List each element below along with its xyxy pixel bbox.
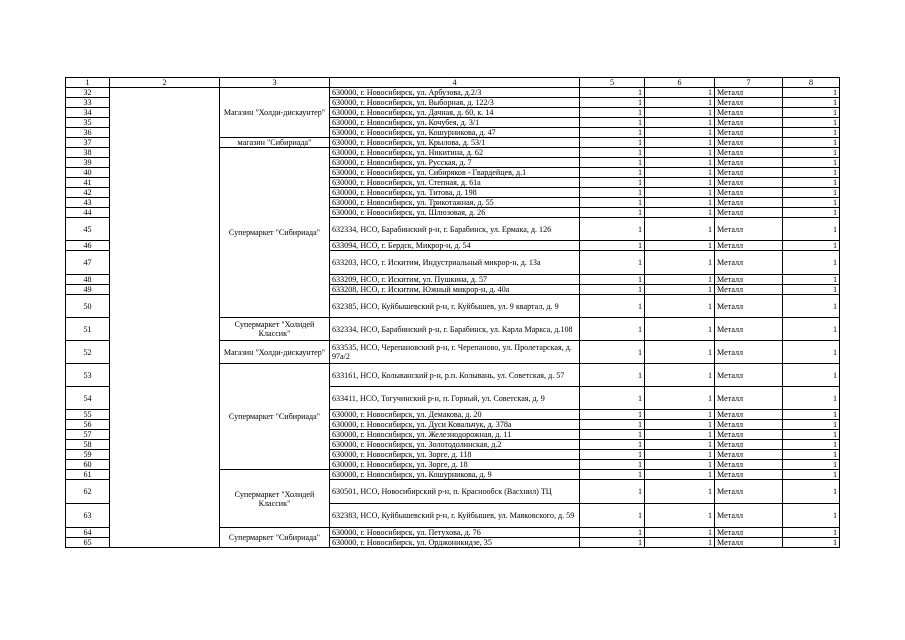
material-cell: Металл	[715, 470, 783, 480]
registry-table-body	[66, 78, 840, 548]
total-cell: 1	[783, 118, 840, 128]
count-cell: 1	[645, 528, 715, 538]
row-number: 42	[66, 188, 110, 198]
row-number: 44	[66, 208, 110, 218]
total-cell: 1	[783, 341, 840, 364]
count-cell: 1	[645, 285, 715, 295]
count-cell: 1	[645, 440, 715, 450]
material-cell: Металл	[715, 460, 783, 470]
address-cell: 632383, НСО, Куйбышевский р-н, г. Куйбышев, ул. Маяковского, д. 59	[330, 504, 580, 528]
material-cell: Металл	[715, 218, 783, 241]
address-cell: 630000, г. Новосибирск, ул. Русская, д. 7	[330, 158, 580, 168]
total-cell: 1	[783, 410, 840, 420]
total-cell: 1	[783, 158, 840, 168]
quantity-cell: 1	[580, 318, 645, 341]
row-number: 46	[66, 241, 110, 251]
total-cell: 1	[783, 450, 840, 460]
material-cell: Металл	[715, 128, 783, 138]
row-number: 52	[66, 341, 110, 364]
count-cell: 1	[645, 504, 715, 528]
count-cell: 1	[645, 128, 715, 138]
total-cell: 1	[783, 480, 840, 504]
material-cell: Металл	[715, 188, 783, 198]
material-cell: Металл	[715, 138, 783, 148]
address-cell: 633203, НСО, г. Искитим, Индустриальный микрор-н, д. 13а	[330, 251, 580, 275]
address-cell: 630000, г. Новосибирск, ул. Шлюзовая, д. 26	[330, 208, 580, 218]
material-cell: Металл	[715, 430, 783, 440]
address-cell: 632385, НСО, Куйбышевский р-н, г. Куйбышев, ул. 9 квартал, д. 9	[330, 295, 580, 318]
address-cell: 630000, г. Новосибирск, ул. Дачная, д. 60, к. 14	[330, 108, 580, 118]
total-cell: 1	[783, 538, 840, 548]
total-cell: 1	[783, 128, 840, 138]
row-number: 60	[66, 460, 110, 470]
total-cell: 1	[783, 504, 840, 528]
material-cell: Металл	[715, 364, 783, 387]
row-number: 63	[66, 504, 110, 528]
row-number: 64	[66, 528, 110, 538]
quantity-cell: 1	[580, 364, 645, 387]
address-cell: 630000, г. Новосибирск, ул. Сибиряков - Гвардейцев, д.1	[330, 168, 580, 178]
count-cell: 1	[645, 98, 715, 108]
row-number: 33	[66, 98, 110, 108]
total-cell: 1	[783, 275, 840, 285]
row-number: 47	[66, 251, 110, 275]
row-number: 48	[66, 275, 110, 285]
total-cell: 1	[783, 295, 840, 318]
count-cell: 1	[645, 460, 715, 470]
material-cell: Металл	[715, 318, 783, 341]
row-number: 40	[66, 168, 110, 178]
quantity-cell: 1	[580, 430, 645, 440]
material-cell: Металл	[715, 148, 783, 158]
header-row	[66, 78, 840, 88]
address-cell: 630000, г. Новосибирск, ул. Никитина, д. 62	[330, 148, 580, 158]
total-cell: 1	[783, 208, 840, 218]
quantity-cell: 1	[580, 218, 645, 241]
address-cell: 630000, г. Новосибирск, ул. Железнодорожная, д. 11	[330, 430, 580, 440]
address-cell: 630000, г. Новосибирск, ул. Дуси Ковальчук, д. 378а	[330, 420, 580, 430]
count-cell: 1	[645, 198, 715, 208]
quantity-cell: 1	[580, 118, 645, 128]
address-cell: 633209, НСО, г. Искитим, ул. Пушкина, д. 57	[330, 275, 580, 285]
row-number: 37	[66, 138, 110, 148]
total-cell: 1	[783, 168, 840, 178]
count-cell: 1	[645, 420, 715, 430]
row-number: 61	[66, 470, 110, 480]
count-cell: 1	[645, 295, 715, 318]
material-cell: Металл	[715, 88, 783, 98]
address-cell: 630000, г. Новосибирск, ул. Степная, д. 61а	[330, 178, 580, 188]
row-number: 32	[66, 88, 110, 98]
material-cell: Металл	[715, 341, 783, 364]
quantity-cell: 1	[580, 470, 645, 480]
material-cell: Металл	[715, 410, 783, 420]
quantity-cell: 1	[580, 440, 645, 450]
row-number: 38	[66, 148, 110, 158]
row-number: 65	[66, 538, 110, 548]
address-cell: 633208, НСО, г. Искитим, Южный микрор-н, д. 40а	[330, 285, 580, 295]
quantity-cell: 1	[580, 88, 645, 98]
quantity-cell: 1	[580, 285, 645, 295]
count-cell: 1	[645, 275, 715, 285]
count-cell: 1	[645, 450, 715, 460]
count-cell: 1	[645, 118, 715, 128]
total-cell: 1	[783, 218, 840, 241]
quantity-cell: 1	[580, 410, 645, 420]
quantity-cell: 1	[580, 460, 645, 470]
material-cell: Металл	[715, 98, 783, 108]
quantity-cell: 1	[580, 387, 645, 410]
quantity-cell: 1	[580, 198, 645, 208]
count-cell: 1	[645, 387, 715, 410]
total-cell: 1	[783, 285, 840, 295]
quantity-cell: 1	[580, 168, 645, 178]
header-cell-6: 6	[645, 78, 715, 88]
header-cell-8: 8	[783, 78, 840, 88]
address-cell: 630000, г. Новосибирск, ул. Трикотажная, д. 55	[330, 198, 580, 208]
quantity-cell: 1	[580, 208, 645, 218]
header-cell-3: 3	[220, 78, 330, 88]
count-cell: 1	[645, 318, 715, 341]
material-cell: Металл	[715, 387, 783, 410]
total-cell: 1	[783, 148, 840, 158]
column-2-cell	[110, 88, 220, 548]
count-cell: 1	[645, 341, 715, 364]
material-cell: Металл	[715, 504, 783, 528]
total-cell: 1	[783, 420, 840, 430]
count-cell: 1	[645, 251, 715, 275]
header-cell-4: 4	[330, 78, 580, 88]
material-cell: Металл	[715, 440, 783, 450]
row-number: 56	[66, 420, 110, 430]
total-cell: 1	[783, 188, 840, 198]
quantity-cell: 1	[580, 420, 645, 430]
row-number: 59	[66, 450, 110, 460]
material-cell: Металл	[715, 178, 783, 188]
material-cell: Металл	[715, 208, 783, 218]
quantity-cell: 1	[580, 341, 645, 364]
quantity-cell: 1	[580, 450, 645, 460]
quantity-cell: 1	[580, 251, 645, 275]
quantity-cell: 1	[580, 241, 645, 251]
quantity-cell: 1	[580, 504, 645, 528]
store-name: Супермаркет "Сибириада"	[220, 148, 330, 318]
count-cell: 1	[645, 470, 715, 480]
row-number: 50	[66, 295, 110, 318]
address-cell: 632334, НСО, Барабинский р-н, г. Барабинск, ул. Карла Маркса, д.108	[330, 318, 580, 341]
row-number: 58	[66, 440, 110, 450]
header-cell-5: 5	[580, 78, 645, 88]
row-number: 41	[66, 178, 110, 188]
address-cell: 630000, г. Новосибирск, ул. Крылова, д. 53/1	[330, 138, 580, 148]
count-cell: 1	[645, 480, 715, 504]
total-cell: 1	[783, 318, 840, 341]
registry-table	[65, 77, 840, 548]
address-cell: 632334, НСО, Барабинский р-н, г. Барабинск, ул. Ермака, д. 126	[330, 218, 580, 241]
row-number: 36	[66, 128, 110, 138]
material-cell: Металл	[715, 108, 783, 118]
address-cell: 630000, г. Новосибирск, ул. Кошурникова, д. 9	[330, 470, 580, 480]
address-cell: 630000, г. Новосибирск, ул. Титова, д. 198	[330, 188, 580, 198]
count-cell: 1	[645, 178, 715, 188]
quantity-cell: 1	[580, 275, 645, 285]
count-cell: 1	[645, 430, 715, 440]
row-number: 62	[66, 480, 110, 504]
store-name: Супермаркет "Холидей Классик"	[220, 470, 330, 528]
address-cell: 630000, г. Новосибирск, ул. Зорге, д. 118	[330, 450, 580, 460]
quantity-cell: 1	[580, 98, 645, 108]
count-cell: 1	[645, 208, 715, 218]
address-cell: 633535, НСО, Черепановский р-н, г. Черепаново, ул. Пролетарская, д. 97а/2	[330, 341, 580, 364]
total-cell: 1	[783, 251, 840, 275]
material-cell: Металл	[715, 295, 783, 318]
count-cell: 1	[645, 158, 715, 168]
quantity-cell: 1	[580, 538, 645, 548]
header-cell-7: 7	[715, 78, 783, 88]
count-cell: 1	[645, 168, 715, 178]
row-number: 54	[66, 387, 110, 410]
total-cell: 1	[783, 241, 840, 251]
row-number: 57	[66, 430, 110, 440]
address-cell: 630000, г. Новосибирск, ул. Арбузова, д.2/3	[330, 88, 580, 98]
store-name: Супермаркет "Сибириада"	[220, 528, 330, 548]
address-cell: 633411, НСО, Тогучинский р-н, п. Горный, ул. Советская, д. 9	[330, 387, 580, 410]
total-cell: 1	[783, 387, 840, 410]
row-number: 34	[66, 108, 110, 118]
material-cell: Металл	[715, 241, 783, 251]
header-cell-2: 2	[110, 78, 220, 88]
total-cell: 1	[783, 460, 840, 470]
address-cell: 633161, НСО, Колыванский р-н, р.п. Колывань, ул. Советская, д. 57	[330, 364, 580, 387]
row-number: 43	[66, 198, 110, 208]
quantity-cell: 1	[580, 188, 645, 198]
material-cell: Металл	[715, 285, 783, 295]
count-cell: 1	[645, 410, 715, 420]
row-number: 35	[66, 118, 110, 128]
count-cell: 1	[645, 88, 715, 98]
material-cell: Металл	[715, 480, 783, 504]
quantity-cell: 1	[580, 178, 645, 188]
address-cell: 630000, г. Новосибирск, ул. Орджоникидзе, 35	[330, 538, 580, 548]
row-number: 51	[66, 318, 110, 341]
material-cell: Металл	[715, 528, 783, 538]
material-cell: Металл	[715, 158, 783, 168]
row-number: 39	[66, 158, 110, 168]
store-name: магазин "Сибириада"	[220, 138, 330, 148]
total-cell: 1	[783, 88, 840, 98]
row-number: 55	[66, 410, 110, 420]
store-name: Магазин "Холди-дискаунтер"	[220, 341, 330, 364]
total-cell: 1	[783, 138, 840, 148]
total-cell: 1	[783, 178, 840, 188]
material-cell: Металл	[715, 275, 783, 285]
material-cell: Металл	[715, 198, 783, 208]
address-cell: 630000, г. Новосибирск, ул. Петухова, д. 76	[330, 528, 580, 538]
address-cell: 630000, г. Новосибирск, ул. Выборная, д. 122/3	[330, 98, 580, 108]
count-cell: 1	[645, 538, 715, 548]
count-cell: 1	[645, 138, 715, 148]
total-cell: 1	[783, 108, 840, 118]
address-cell: 630000, г. Новосибирск, ул. Зорге, д. 18	[330, 460, 580, 470]
row-number: 53	[66, 364, 110, 387]
store-name: Супермаркет "Сибириада"	[220, 364, 330, 470]
address-cell: 630000, г. Новосибирск, ул. Золотодолинская, д.2	[330, 440, 580, 450]
row-number: 49	[66, 285, 110, 295]
material-cell: Металл	[715, 450, 783, 460]
address-cell: 630000, г. Новосибирск, ул. Кошурникова, д. 47	[330, 128, 580, 138]
material-cell: Металл	[715, 251, 783, 275]
quantity-cell: 1	[580, 128, 645, 138]
quantity-cell: 1	[580, 480, 645, 504]
total-cell: 1	[783, 470, 840, 480]
count-cell: 1	[645, 188, 715, 198]
address-cell: 633094, НСО, г. Бердск, Микрор-н, д. 54	[330, 241, 580, 251]
total-cell: 1	[783, 98, 840, 108]
total-cell: 1	[783, 364, 840, 387]
total-cell: 1	[783, 440, 840, 450]
material-cell: Металл	[715, 420, 783, 430]
count-cell: 1	[645, 218, 715, 241]
header-cell-1: 1	[66, 78, 110, 88]
count-cell: 1	[645, 364, 715, 387]
address-cell: 630501, НСО, Новосибирский р-н, п. Краснообск (Васхнил) ТЦ	[330, 480, 580, 504]
quantity-cell: 1	[580, 148, 645, 158]
quantity-cell: 1	[580, 158, 645, 168]
material-cell: Металл	[715, 118, 783, 128]
total-cell: 1	[783, 198, 840, 208]
count-cell: 1	[645, 241, 715, 251]
address-cell: 630000, г. Новосибирск, ул. Кочубея, д. 3/1	[330, 118, 580, 128]
store-name: Магазин "Холди-дискаунтер"	[220, 88, 330, 138]
total-cell: 1	[783, 430, 840, 440]
count-cell: 1	[645, 108, 715, 118]
material-cell: Металл	[715, 168, 783, 178]
count-cell: 1	[645, 148, 715, 158]
quantity-cell: 1	[580, 528, 645, 538]
table-row	[66, 88, 840, 98]
quantity-cell: 1	[580, 108, 645, 118]
quantity-cell: 1	[580, 138, 645, 148]
address-cell: 630000, г. Новосибирск, ул. Демакова, д. 20	[330, 410, 580, 420]
store-name: Супермаркет "Холидей Классик"	[220, 318, 330, 341]
quantity-cell: 1	[580, 295, 645, 318]
total-cell: 1	[783, 528, 840, 538]
row-number: 45	[66, 218, 110, 241]
material-cell: Металл	[715, 538, 783, 548]
